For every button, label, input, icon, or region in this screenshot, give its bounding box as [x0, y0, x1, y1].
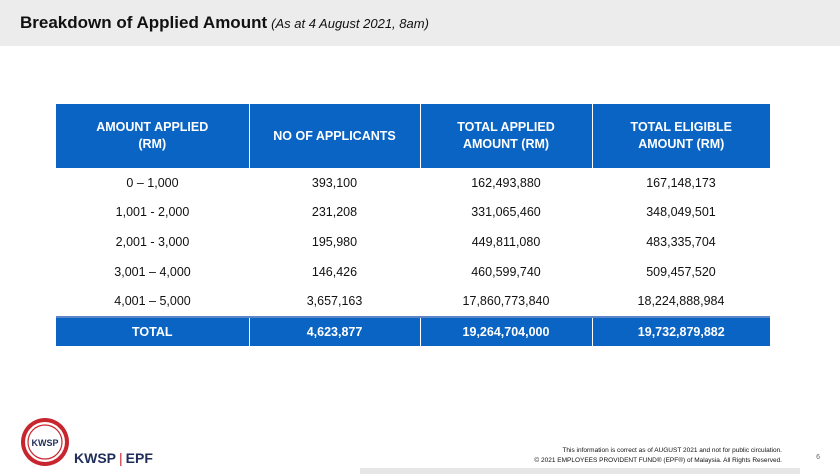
cell-total-eligible: 348,049,501	[646, 205, 716, 220]
cell-total-applied: 460,599,740	[471, 264, 541, 279]
brand-kwsp: KWSP	[74, 450, 116, 466]
page-title-text: Breakdown of Applied Amount	[20, 13, 268, 32]
col-header-total-applied: TOTAL APPLIED AMOUNT (RM)	[420, 104, 592, 168]
cell-applicants: 231,208	[311, 205, 358, 220]
page-title	[20, 13, 429, 33]
page-subtitle: (As at 4 August 2021, 8am)	[271, 16, 429, 31]
cell-total-applied: 331,065,460	[471, 205, 541, 220]
total-applicants: 4,623,877	[249, 317, 420, 346]
table-row	[56, 286, 770, 317]
table-header-row	[56, 104, 770, 168]
brand-wordmark	[74, 450, 153, 466]
cell-total-eligible: 167,148,173	[646, 175, 716, 190]
cell-amount-range: 2,001 - 3,000	[115, 234, 190, 249]
cell-amount-range: 4,001 – 5,000	[114, 294, 191, 309]
col-header-total-eligible: TOTAL ELIGIBLE AMOUNT (RM)	[592, 104, 770, 168]
kwsp-logo-icon	[20, 417, 70, 467]
cell-amount-range: 3,001 – 4,000	[114, 264, 191, 279]
bottom-strip	[360, 468, 800, 474]
col-header-no-of-applicants: NO OF APPLICANTS	[249, 104, 420, 168]
col-header-amount-applied: AMOUNT APPLIED (RM)	[56, 104, 249, 168]
cell-applicants: 3,657,163	[306, 294, 363, 309]
cell-applicants: 393,100	[311, 175, 358, 190]
cell-amount-range: 1,001 - 2,000	[115, 205, 190, 220]
cell-applicants: 195,980	[311, 234, 358, 249]
cell-total-applied: 162,493,880	[471, 175, 541, 190]
cell-total-eligible: 18,224,888,984	[637, 294, 725, 309]
table-row	[56, 227, 770, 257]
cell-amount-range: 0 – 1,000	[126, 175, 179, 190]
svg-text:KWSP: KWSP	[31, 438, 59, 448]
cell-total-applied: 449,811,080	[471, 234, 541, 249]
brand-epf: EPF	[125, 450, 153, 466]
applied-amount-table	[56, 104, 770, 346]
cell-total-eligible: 483,335,704	[646, 234, 716, 249]
table-row	[56, 257, 770, 287]
total-applied-amount: 19,264,704,000	[420, 317, 592, 346]
cell-total-eligible: 509,457,520	[646, 264, 716, 279]
total-label: TOTAL	[56, 317, 249, 346]
brand-separator: |	[119, 450, 123, 466]
disclaimer-note	[534, 446, 782, 466]
table-row	[56, 168, 770, 198]
total-row	[56, 317, 770, 346]
page-number: 6	[816, 454, 820, 461]
cell-total-applied: 17,860,773,840	[462, 294, 550, 309]
cell-applicants: 146,426	[311, 264, 358, 279]
total-eligible-amount: 19,732,879,882	[592, 317, 770, 346]
disclaimer-line-2: © 2021 EMPLOYEES PROVIDENT FUND® (EPF®) of Malaysia. All Rights Reserved.	[534, 457, 782, 464]
table-row	[56, 198, 770, 228]
disclaimer-line-1: This information is correct as of AUGUST 2021 and not for public circulation.	[562, 447, 782, 454]
